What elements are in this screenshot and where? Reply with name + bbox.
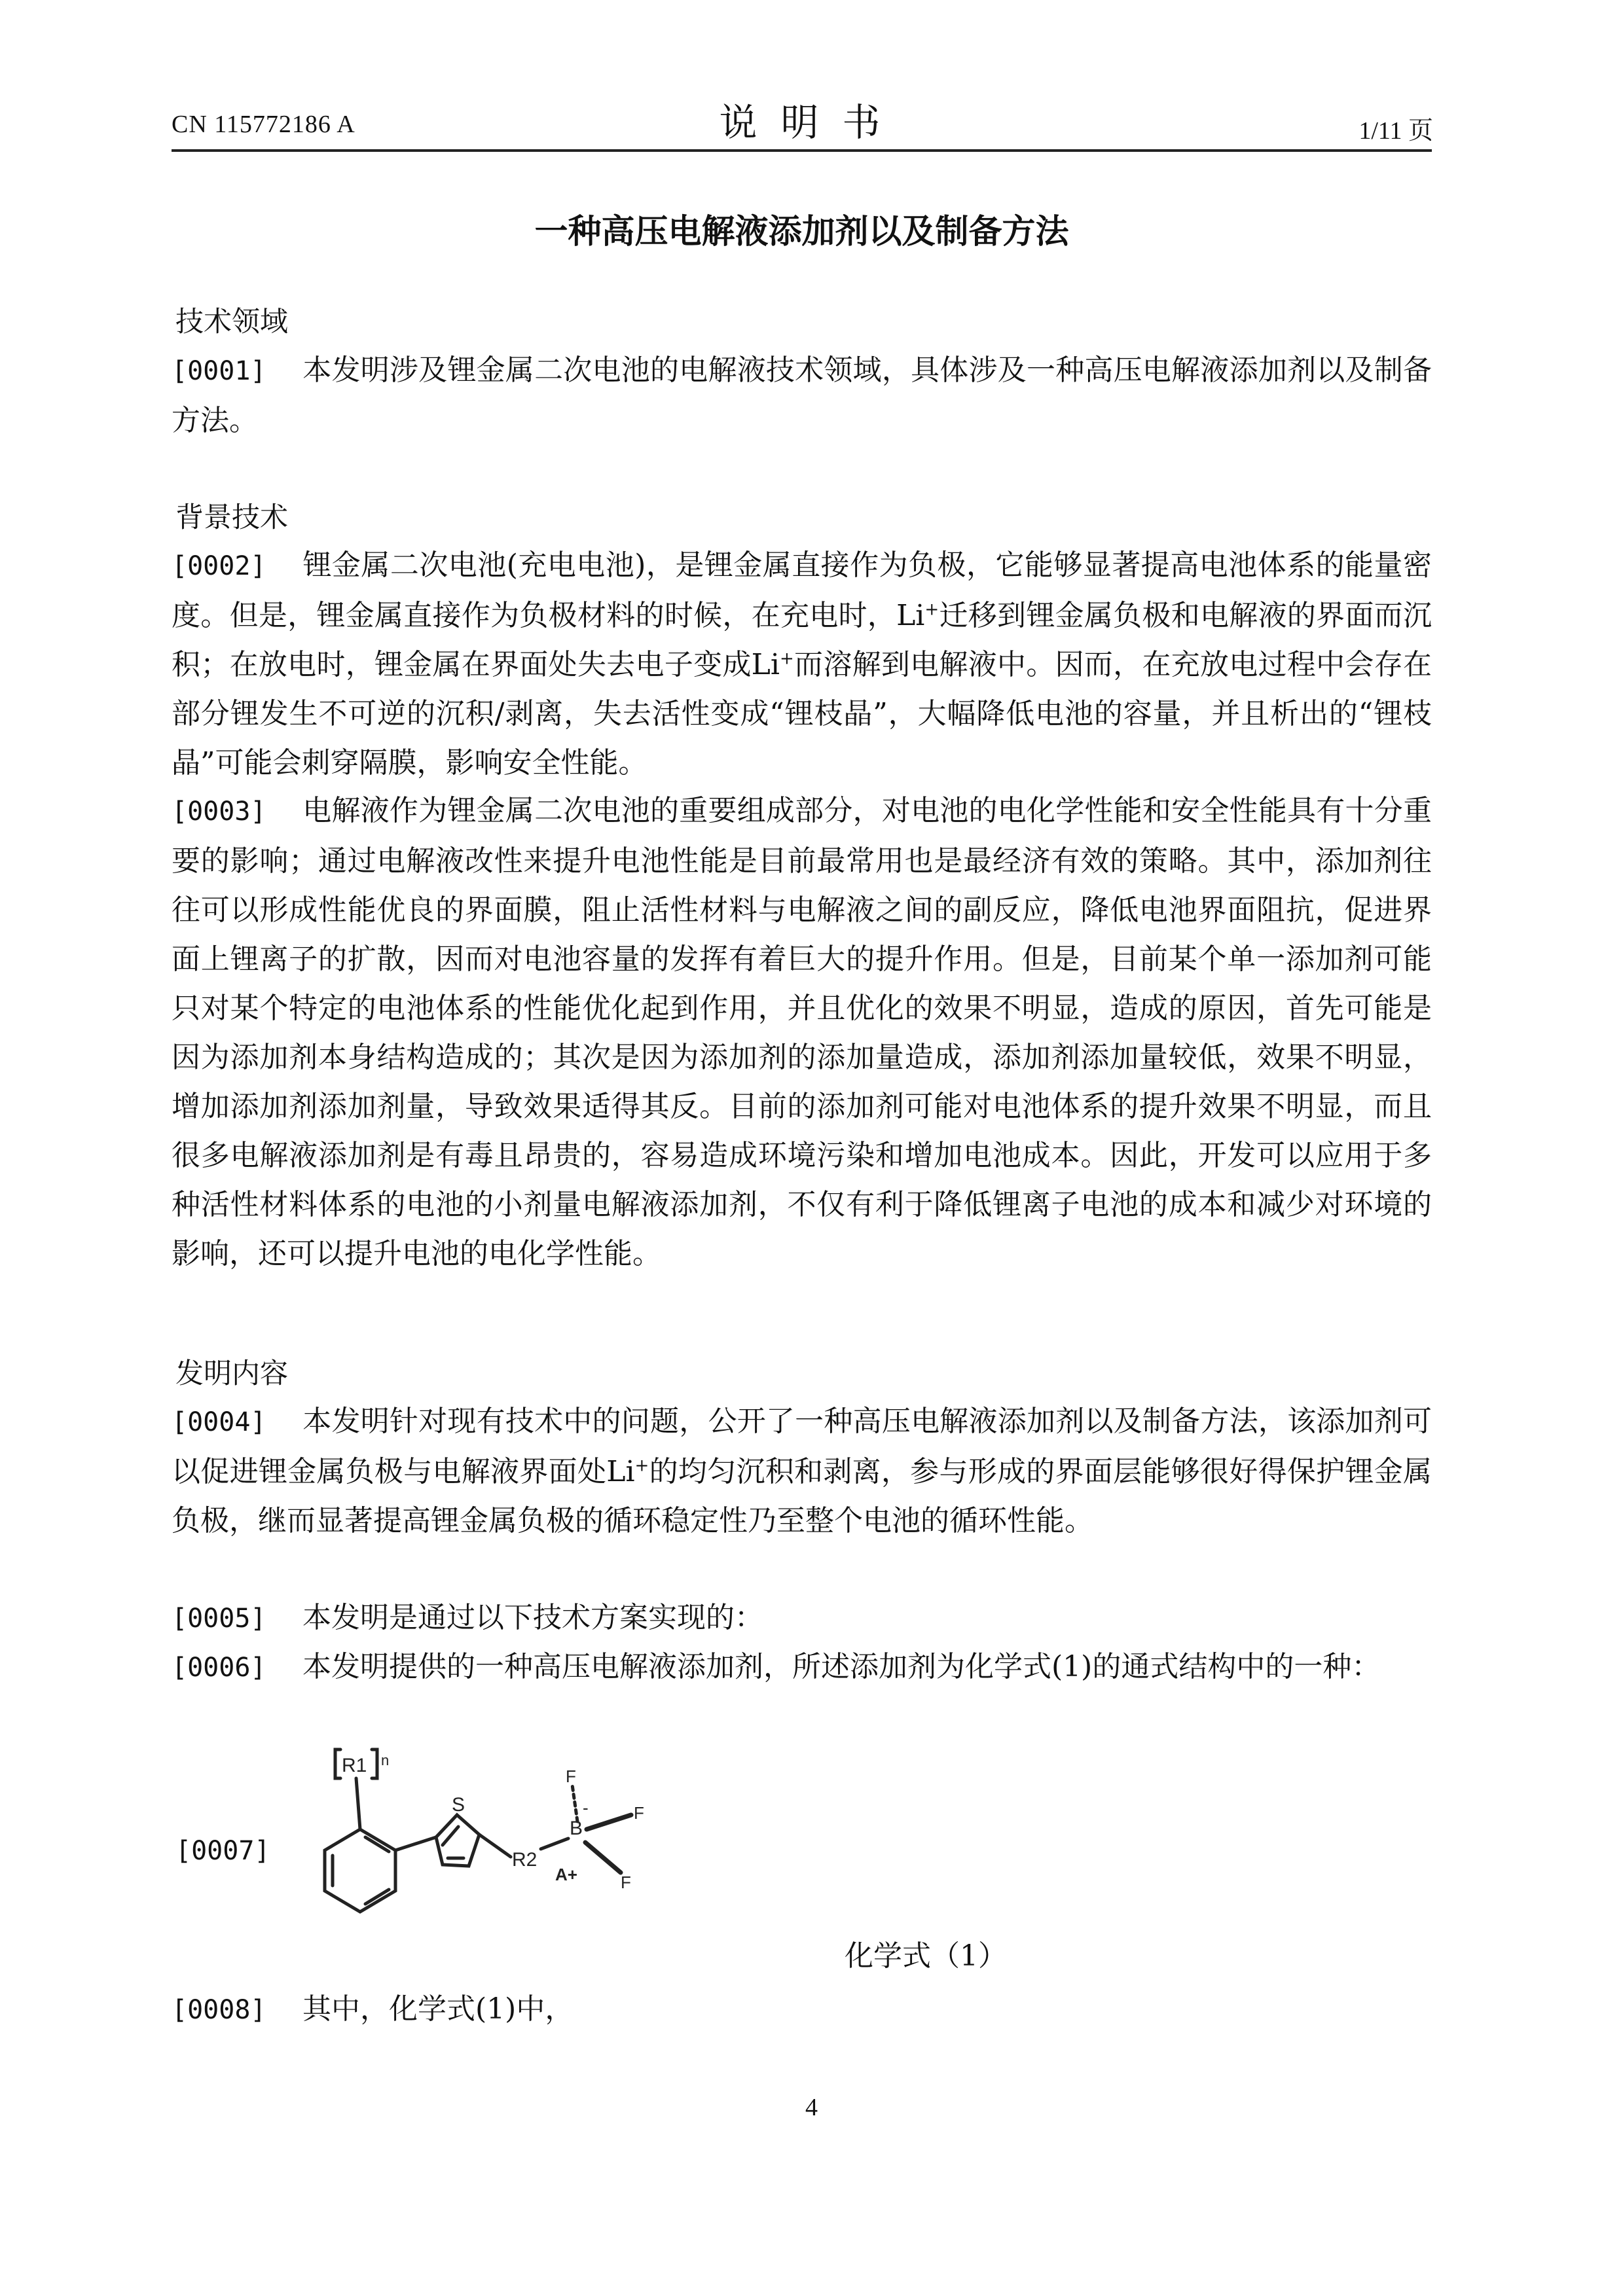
paragraph-number: [0004] [172,1407,266,1437]
superscript-plus: + [924,600,939,620]
label-n: n [381,1752,390,1768]
paragraph-text: 锂金属二次电池(充电电池)，是锂金属直接作为负极，它能够显著提高电池体系的能量密度。但是，锂金属直接作为负极材料的时候，在充电时，Li [172,548,1432,632]
benzene-ring [325,1829,395,1912]
paragraph-0002 [172,541,1432,787]
r2-link-bond [479,1835,511,1857]
label-fluorine: F [621,1873,631,1892]
label-fluorine: F [634,1803,644,1823]
paragraph-text: 迁移到锂金属负极和电解液的界面而沉积；在放电时，锂金属在界面处失去电子变成Li [172,599,1432,681]
paragraph-number: [0001] [172,356,266,386]
label-r1: R1 [342,1755,367,1776]
r1-bond [356,1778,360,1829]
r1-bracket-right [372,1749,377,1778]
page-number: 4 [805,2094,818,2121]
label-fluorine: F [566,1767,576,1786]
label-cation: A+ [555,1865,577,1884]
paragraph-number: [0003] [172,797,266,827]
document-title: 一种高压电解液添加剂以及制备方法 [534,213,1069,251]
paragraph-text: 本发明涉及锂金属二次电池的电解液技术领域，具体涉及一种高压电解液添加剂以及制备方法。 [172,353,1432,437]
r1-bracket-left [335,1749,340,1778]
chemical-structure-diagram [308,1738,727,1954]
paragraph-number: [0006] [172,1653,266,1683]
section-tech-field: 技术领域 [175,306,288,338]
paragraph-0006 [172,1642,1432,1693]
section-heading: 说明书 [719,100,904,145]
paragraph-number: [0002] [172,551,266,581]
section-background: 背景技术 [175,501,288,534]
formula-caption: 化学式（1） [845,1939,1007,1973]
superscript-plus: + [634,1456,649,1476]
label-r2: R2 [512,1849,538,1871]
label-boron-charge: - [583,1798,589,1818]
paragraph-number: [0005] [172,1604,266,1634]
section-summary: 发明内容 [175,1357,288,1390]
paragraph-text: 电解液作为锂金属二次电池的重要组成部分，对电池的电化学性能和安全性能具有十分重要的影响；通过电解液改性来提升电池性能是目前最常用也是最经济有效的策略。其中，添加剂往往可以形成性能优良的界面膜，阻止活性材料与电解液之间的副反应，降低电池界面阻抗，促进界面上锂离子的扩散，因而对电池容量的发挥有着巨大的提升作用。但是，目前某个单一添加剂可能只对某个特定的电池体系的性能优化起到作用，并且优化的效果不明显，造成的原因，首先可能是因为添加剂本身结构造成的；其次是因为添加剂的添加量造成，添加剂添加量较低，效果不明显，增加添加剂添加剂量，导致效果适得其反。目前的添加剂可能对电池体系的提升效果不明显，而且很多电解液添加剂是有毒且昂贵的，容易造成环境污染和增加电池成本。因此，开发可以应用于多种活性材料体系的电池的小剂量电解液添加剂，不仅有利于降低锂离子电池的成本和减少对环境的影响，还可以提升电池的电化学性能。 [172,794,1432,1270]
paragraph-text: 本发明提供的一种高压电解液添加剂，所述添加剂为化学式(1)的通式结构中的一种： [302,1650,1381,1683]
paragraph-0008 [172,1984,1432,2035]
boron-fluorine-bond [585,1842,621,1873]
paragraph-number-0007: [0007] [175,1836,270,1866]
patent-number: CN 115772186 A [172,111,356,138]
page-indicator: 1/11 页 [1359,117,1433,145]
boron-fluorine-bond [587,1815,631,1829]
paragraph-text: 本发明针对现有技术中的问题，公开了一种高压电解液添加剂以及制备方法，该添加剂可以促进锂金属负极与电解液界面处Li [172,1405,1432,1488]
paragraph-number: [0008] [172,1995,266,2025]
r2-boron-bond [541,1839,568,1849]
boron-fluorine-bond [572,1785,577,1821]
paragraph-0001 [172,346,1432,445]
header-rule [172,149,1432,152]
paragraph-0005 [172,1593,1432,1643]
paragraph-text: 其中，化学式(1)中， [302,1992,574,2026]
paragraph-0003 [172,786,1432,1278]
aryl-link-bond [395,1837,436,1850]
superscript-plus: + [779,649,794,669]
paragraph-0004 [172,1397,1432,1545]
paragraph-text: 而溶解到电解液中。因而，在充放电过程中会存在部分锂发生不可逆的沉积/剥离，失去活性变成“锂枝晶”，大幅降低电池的容量，并且析出的“锂枝晶”可能会刺穿隔膜，影响安全性能。 [172,648,1432,780]
label-boron: B [570,1818,583,1839]
paragraph-text: 的均匀沉积和剥离，参与形成的界面层能够很好得保护锂金属负极，继而显著提高锂金属负极的循环稳定性乃至整个电池的循环性能。 [172,1455,1432,1537]
label-sulfur: S [452,1794,465,1816]
paragraph-text: 本发明是通过以下技术方案实现的： [302,1601,763,1634]
